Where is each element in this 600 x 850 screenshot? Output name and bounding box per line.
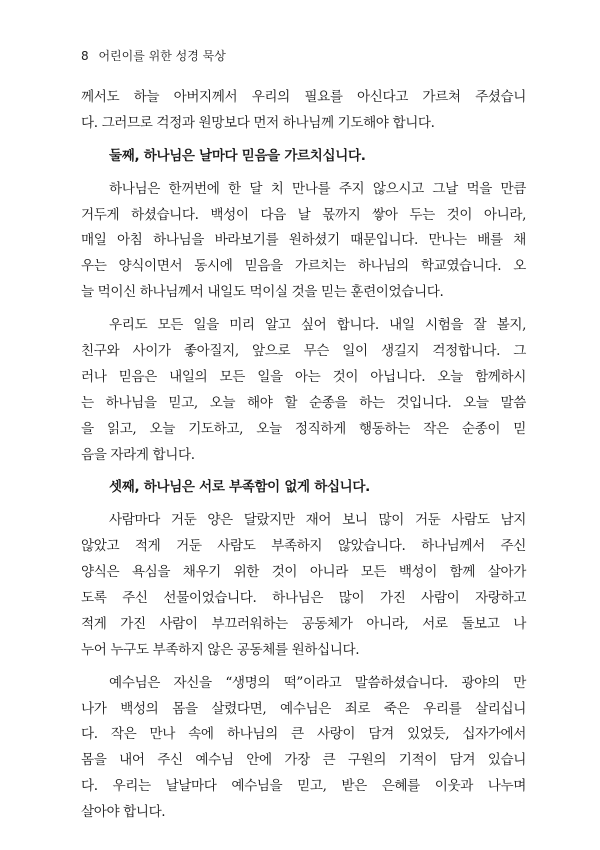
text-line: 양식은 욕심을 채우기 위한 것이 아니라 모든 백성이 함께 살아가 (81, 564, 526, 581)
paragraph-gap (81, 170, 526, 177)
text-line: 누어 누구도 부족하지 않은 공동체를 원하십니다. (81, 641, 360, 658)
text-line: 음을 자라게 합니다. (81, 446, 195, 463)
text-line: 하나님은 한꺼번에 한 달 치 만나를 주지 않으시고 그날 먹을 만큼 (109, 180, 526, 197)
text-line: 사람마다 거둔 양은 달랐지만 재어 보니 많이 거둔 사람도 남지 (109, 512, 526, 529)
paragraph (81, 508, 526, 663)
book-title: 어린이를 위한 성경 묵상 (98, 49, 226, 63)
paragraph-gap (81, 137, 526, 144)
paragraph-gap (81, 468, 526, 475)
text-line: 는 하나님을 믿고, 오늘 해야 할 순종을 하는 것입니다. 오늘 말씀 (81, 394, 526, 411)
text-line: 우는 양식이면서 동시에 믿음을 가르치는 하나님의 학교였습니다. 오 (81, 258, 526, 275)
text-line: 거두게 하셨습니다. 백성이 다음 날 몫까지 쌓아 두는 것이 아니라, (81, 206, 526, 223)
paragraph (81, 85, 526, 137)
text-line: 몸을 내어 주신 예수님 안에 가장 큰 구원의 기적이 담겨 있습니 (81, 752, 526, 769)
running-header (81, 47, 226, 64)
section-heading (81, 144, 526, 170)
text-line: 예수님은 자신을 “생명의 떡”이라고 말씀하셨습니다. 광야의 만 (109, 674, 526, 691)
paragraph (81, 177, 526, 306)
text-line: 친구와 사이가 좋아질지, 앞으로 무슨 일이 생길지 걱정합니다. 그 (81, 343, 526, 360)
text-line: 매일 아침 하나님을 바라보기를 원하셨기 때문입니다. 만나는 배를 채 (81, 232, 526, 249)
heading-text: 셋째, 하나님은 서로 부족함이 없게 하십니다. (109, 479, 370, 496)
section-heading (81, 475, 526, 501)
paragraph-gap (81, 306, 526, 313)
text-line: 다. 작은 만나 속에 하나님의 큰 사랑이 담겨 있었듯, 십자가에서 (81, 726, 526, 743)
text-line: 다. 우리는 날날마다 예수님을 믿고, 받은 은혜를 이웃과 나누며 (81, 778, 526, 795)
paragraph (81, 313, 526, 468)
text-line: 도록 주신 선물이었습니다. 하나님은 많이 가진 사람이 자랑하고 (81, 590, 526, 607)
text-line: 께서도 하늘 아버지께서 우리의 필요를 아신다고 가르쳐 주셨습니 (81, 89, 526, 105)
body-text (81, 85, 526, 826)
text-line: 나가 백성의 몸을 살렸다면, 예수님은 죄로 죽은 우리를 살리십니 (81, 700, 526, 717)
text-line: 않았고 적게 거둔 사람도 부족하지 않았습니다. 하나님께서 주신 (81, 538, 526, 555)
text-line: 을 읽고, 오늘 기도하고, 오늘 정직하게 행동하는 작은 순종이 믿 (81, 420, 526, 437)
text-line: 늘 먹이신 하나님께서 내일도 먹이실 것을 믿는 훈련이었습니다. (81, 284, 444, 301)
text-line: 우리도 모든 일을 미리 알고 싶어 합니다. 내일 시험을 잘 볼지, (109, 317, 526, 334)
heading-text: 둘째, 하나님은 날마다 믿음을 가르치십니다. (109, 147, 366, 164)
paragraph (81, 671, 526, 826)
page-number: 8 (81, 49, 89, 63)
paragraph-gap (81, 664, 526, 671)
paragraph-gap (81, 501, 526, 508)
text-line: 적게 가진 사람이 부끄러워하는 공동체가 아니라, 서로 돌보고 나 (81, 615, 526, 632)
text-line: 러나 믿음은 내일의 모든 일을 아는 것이 아닙니다. 오늘 함께하시 (81, 368, 526, 385)
text-line: 다. 그러므로 걱정과 원망보다 먼저 하나님께 기도해야 합니다. (81, 114, 435, 131)
text-line: 살아야 합니다. (81, 804, 166, 821)
